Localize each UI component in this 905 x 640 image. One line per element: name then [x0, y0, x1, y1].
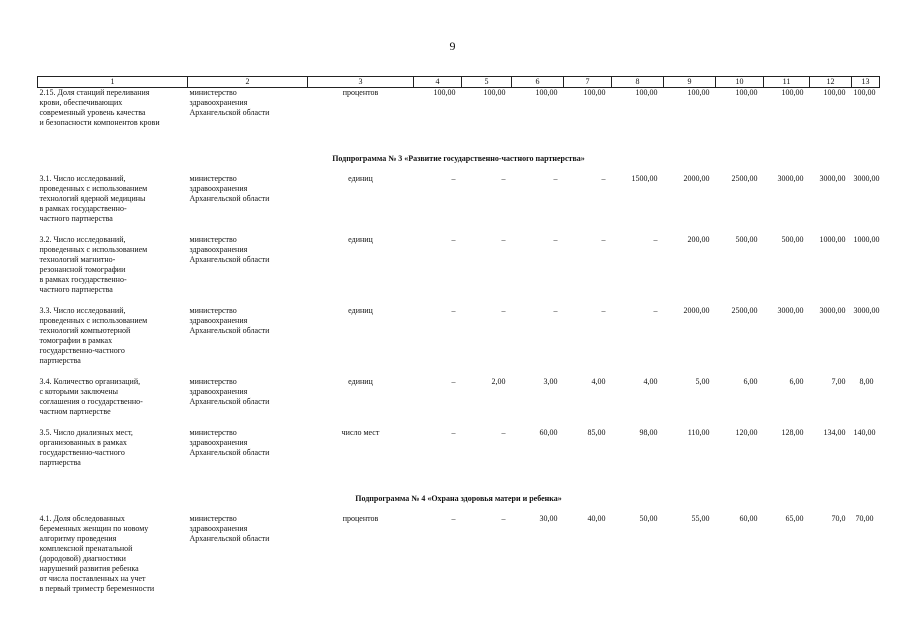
value-cell: –	[653, 306, 658, 315]
value-cell: 2000,00	[683, 174, 710, 183]
column-number: 8	[612, 77, 664, 88]
value-cell: 85,00	[587, 428, 606, 437]
value-cell: 1000,00	[819, 235, 846, 244]
unit: единиц	[348, 174, 373, 183]
value-cell: 6,00	[743, 377, 758, 386]
value-cell: 3000,00	[819, 174, 846, 183]
value-cell: –	[553, 235, 558, 244]
value-cell: 98,00	[639, 428, 658, 437]
indicator-name: 3.3. Число исследований, проведенных с использованием технологий компьютерной томографии в рамках государственно-частного партнерства	[39, 306, 148, 365]
indicators-table	[37, 76, 880, 605]
value-cell: 100,00	[483, 88, 506, 97]
value-cell: 8,00	[859, 377, 874, 386]
value-cell: –	[451, 377, 456, 386]
indicator-name: 3.1. Число исследований, проведенных с использованием технологий ядерной медицины в рамках государственно- частного партнерства	[39, 174, 148, 223]
subprogram-title: Подпрограмма № 4 «Охрана здоровья матери и ребенка»	[355, 494, 562, 503]
indicator-name: 3.2. Число исследований, проведенных с использованием технологий магнитно- резонансной томографии в рамках государственно- частного партнерства	[39, 235, 148, 294]
page-number: 9	[449, 39, 456, 53]
value-cell: –	[601, 306, 606, 315]
column-number: 2	[188, 77, 308, 88]
value-cell: 1500,00	[631, 174, 658, 183]
column-number: 3	[308, 77, 414, 88]
value-cell: 3,00	[543, 377, 558, 386]
value-cell: 200,00	[687, 235, 710, 244]
value-cell: 1000,00	[853, 235, 880, 244]
value-cell: 50,00	[639, 514, 658, 523]
value-cell: 2,00	[491, 377, 506, 386]
subprogram-title: Подпрограмма № 3 «Развитие государственно-частного партнерства»	[332, 154, 585, 163]
value-cell: 100,00	[583, 88, 606, 97]
value-cell: 4,00	[591, 377, 606, 386]
column-number: 4	[414, 77, 462, 88]
value-cell: 3000,00	[777, 306, 804, 315]
executor: министерство здравоохранения Архангельской области	[189, 377, 270, 406]
value-cell: 60,00	[539, 428, 558, 437]
value-cell: –	[451, 514, 456, 523]
value-cell: –	[451, 428, 456, 437]
value-cell: –	[601, 174, 606, 183]
column-number: 13	[852, 77, 880, 88]
value-cell: 40,00	[587, 514, 606, 523]
value-cell: –	[501, 306, 506, 315]
value-cell: 2500,00	[731, 174, 758, 183]
value-cell: 100,00	[635, 88, 658, 97]
indicator-name: 2.15. Доля станций переливания крови, обеспечивающих современный уровень качества и безопасности компонентов крови	[39, 88, 160, 127]
column-number: 7	[564, 77, 612, 88]
executor: министерство здравоохранения Архангельской области	[189, 306, 270, 335]
value-cell: –	[451, 174, 456, 183]
value-cell: 60,00	[739, 514, 758, 523]
value-cell: –	[501, 235, 506, 244]
value-cell: 70,0	[831, 514, 846, 523]
table-row	[38, 428, 880, 479]
value-cell: –	[601, 235, 606, 244]
table-row	[38, 174, 880, 235]
value-cell: 3000,00	[777, 174, 804, 183]
indicator-name: 3.4. Количество организаций, с которыми заключены соглашения о государственно- частном партнерстве	[39, 377, 143, 416]
value-cell: 6,00	[789, 377, 804, 386]
value-cell: 110,00	[687, 428, 710, 437]
table-row	[38, 514, 880, 605]
value-cell: –	[553, 174, 558, 183]
value-cell: 2000,00	[683, 306, 710, 315]
executor: министерство здравоохранения Архангельской области	[189, 235, 270, 264]
value-cell: 100,00	[853, 88, 876, 97]
value-cell: 134,00	[823, 428, 846, 437]
value-cell: 3000,00	[853, 306, 880, 315]
unit: единиц	[348, 377, 373, 386]
value-cell: 100,00	[433, 88, 456, 97]
value-cell: 120,00	[735, 428, 758, 437]
value-cell: –	[451, 235, 456, 244]
value-cell: 7,00	[831, 377, 846, 386]
unit: число мест	[341, 428, 380, 437]
value-cell: 500,00	[781, 235, 804, 244]
value-cell: 3000,00	[853, 174, 880, 183]
unit: процентов	[342, 88, 379, 97]
value-cell: –	[451, 306, 456, 315]
value-cell: 100,00	[781, 88, 804, 97]
table-row	[38, 377, 880, 428]
value-cell: 70,00	[855, 514, 874, 523]
column-number: 12	[810, 77, 852, 88]
value-cell: 5,00	[695, 377, 710, 386]
value-cell: 500,00	[735, 235, 758, 244]
indicator-name: 3.5. Число диализных мест, организованных в рамках государственно-частного партнерства	[39, 428, 133, 467]
column-number: 1	[38, 77, 188, 88]
table-row	[38, 235, 880, 306]
column-number: 9	[664, 77, 716, 88]
value-cell: –	[501, 514, 506, 523]
value-cell: 100,00	[823, 88, 846, 97]
executor: министерство здравоохранения Архангельской области	[189, 174, 270, 203]
subprogram-heading-row	[38, 479, 880, 514]
value-cell: 140,00	[853, 428, 876, 437]
column-number: 10	[716, 77, 764, 88]
executor: министерство здравоохранения Архангельской области	[189, 428, 270, 457]
subprogram-heading-row	[38, 139, 880, 174]
table-row	[38, 306, 880, 377]
column-number: 5	[462, 77, 512, 88]
indicator-name: 4.1. Доля обследованных беременных женщин по новому алгоритму проведения комплексной пренатальной (дородовой) диагностики нарушений развития ребенка от числа поставленных на учет в первый триместр беременности	[39, 514, 155, 593]
value-cell: 65,00	[785, 514, 804, 523]
table-row	[38, 88, 880, 140]
value-cell: 100,00	[687, 88, 710, 97]
executor: министерство здравоохранения Архангельской области	[189, 514, 270, 543]
column-number: 6	[512, 77, 564, 88]
value-cell: 100,00	[535, 88, 558, 97]
value-cell: 30,00	[539, 514, 558, 523]
value-cell: –	[501, 174, 506, 183]
unit: процентов	[342, 514, 379, 523]
value-cell: –	[653, 235, 658, 244]
column-number-row	[38, 77, 880, 88]
value-cell: 3000,00	[819, 306, 846, 315]
value-cell: –	[501, 428, 506, 437]
unit: единиц	[348, 306, 373, 315]
column-number: 11	[764, 77, 810, 88]
value-cell: 55,00	[691, 514, 710, 523]
value-cell: –	[553, 306, 558, 315]
value-cell: 128,00	[781, 428, 804, 437]
value-cell: 100,00	[735, 88, 758, 97]
unit: единиц	[348, 235, 373, 244]
executor: министерство здравоохранения Архангельской области	[189, 88, 270, 117]
value-cell: 4,00	[643, 377, 658, 386]
value-cell: 2500,00	[731, 306, 758, 315]
